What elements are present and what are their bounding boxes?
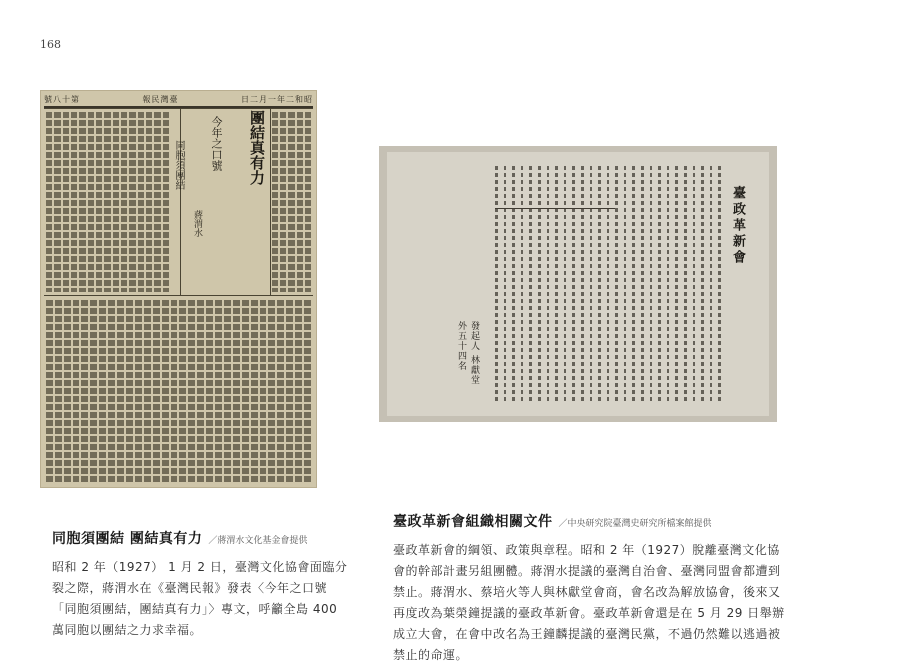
left-caption-title: 同胞須團結 團結真有力 <box>52 531 203 547</box>
newspaper-author: 蔣渭水 <box>192 210 202 237</box>
newspaper-sub-bracket: 同胞須團結 <box>173 140 184 190</box>
newspaper-masthead <box>44 93 313 108</box>
right-caption-credit: ／中央研究院臺灣史研究所檔案館提供 <box>558 519 712 529</box>
masthead-date: 日二月一年二和昭 <box>241 95 313 104</box>
left-caption-credit: ／蔣渭水文化基金會提供 <box>208 536 308 546</box>
page-number: 168 <box>40 38 61 51</box>
newspaper-headline: 團結真有力 <box>248 110 266 185</box>
document-scan-image <box>379 146 777 422</box>
right-caption <box>393 511 785 666</box>
left-caption <box>52 528 348 641</box>
newspaper-subhead: 今年之口號 <box>210 116 223 171</box>
masthead-issue: 號八十第 <box>44 95 80 104</box>
left-caption-body: 昭和 2 年（1927） 1 月 2 日，臺灣文化協會面臨分裂之際，蔣渭水在《臺灣民報》發表〈今年之口號「同胞須團結，團結真有力」〉專文，呼籲全島 400 萬同胞以團結之力求幸福。 <box>52 560 348 637</box>
newspaper-scan-image <box>40 90 317 488</box>
document-signature: 發起人 林獻堂外五十四名 <box>456 321 479 385</box>
right-caption-title: 臺政革新會組織相關文件 <box>393 514 553 530</box>
document-title: 臺政革新會 <box>730 186 745 266</box>
masthead-title: 報民灣臺 <box>142 95 179 104</box>
right-caption-body: 臺政革新會的綱領、政策與章程。昭和 2 年（1927）脫離臺灣文化協會的幹部計畫另組團體。蔣渭水提議的臺灣自治會、臺灣同盟會都遭到禁止。蔣渭水、蔡培火等人與林獻堂會商，會名改為解放協會，後來又再度改為葉榮鐘提議的臺政革新會。臺政革新會還是在 5 月 29 日舉辦成立大會，在會中改名為王鐘麟提議的臺灣民黨，不過仍然難以逃過被禁止的命運。 <box>393 543 785 662</box>
